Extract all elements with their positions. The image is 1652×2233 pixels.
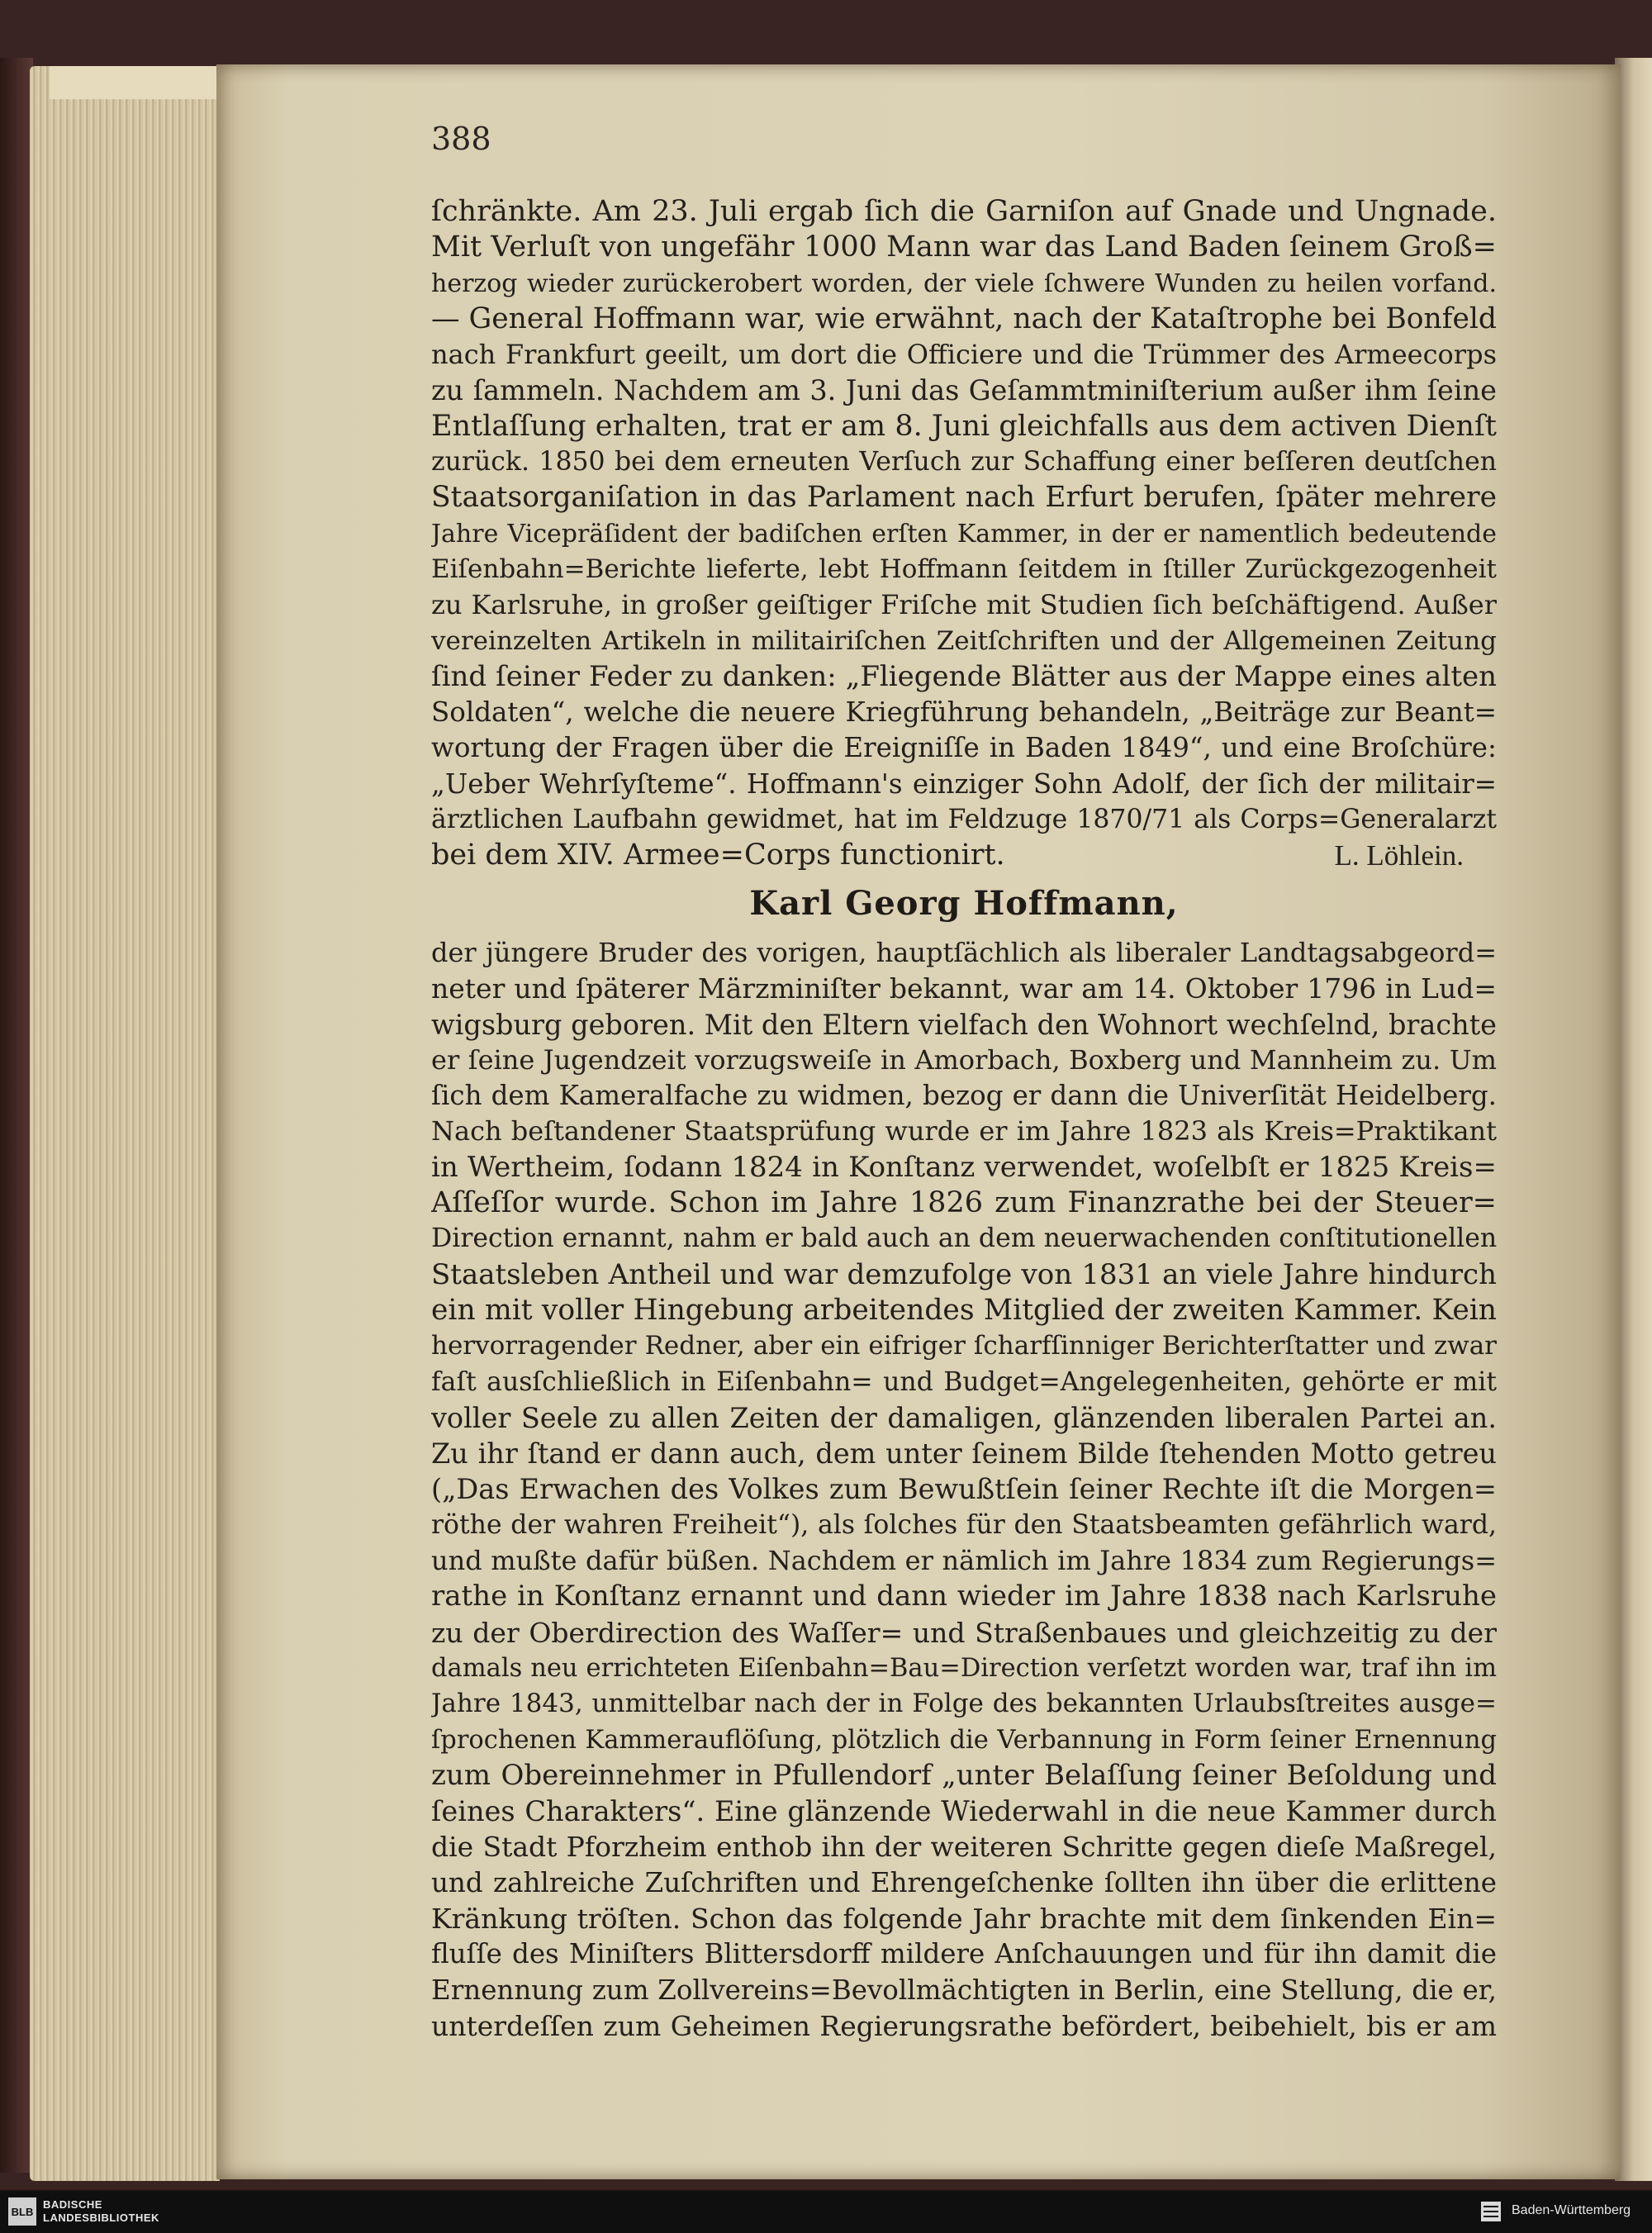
text-line: Staatsorganiſation in das Parlament nach Erfurt berufen, ſpäter mehrere (431, 481, 1497, 515)
text-line: faſt ausſchließlich in Eiſenbahn= und Budget=Angelegenheiten, gehörte er mit (431, 1366, 1497, 1397)
author-signature: L. Löhlein. (1334, 839, 1464, 872)
library-name-line2: LANDESBIBLIOTHEK (43, 2212, 159, 2224)
library-name (43, 2198, 159, 2225)
text-line: der jüngere Bruder des vorigen, hauptſächlich als liberaler Landtagsabgeord= (431, 937, 1497, 968)
text-line: ſprochenen Kammerauflöſung, plötzlich die Verbannung in Form ſeiner Ernennung (431, 1725, 1497, 1755)
text-line: Jahre 1843, unmittelbar nach der in Folge des bekannten Urlaubsſtreites ausge= (431, 1689, 1497, 1719)
text-line: und zahlreiche Zuſchriften und Ehrengeſchenke ſollten ihn über die erlittene (431, 1866, 1497, 1898)
text-line: vereinzelten Artikeln in militairiſchen Zeitſchriften und der Allgemeinen Zeitung (431, 625, 1497, 656)
text-line: ſind ſeiner Feder zu danken: „Fliegende Blätter aus der Mappe eines alten (431, 659, 1497, 693)
text-line: Eiſenbahn=Berichte lieferte, lebt Hoffmann ſeitdem in ſtiller Zurückgezogenheit (431, 553, 1497, 584)
footer-bar (0, 2191, 1652, 2233)
text-line: unterdeſſen zum Geheimen Regierungsrathe befördert, beibehielt, bis er am (431, 2009, 1497, 2042)
text-line: ſchränkte. Am 23. Juli ergab ſich die Garniſon auf Gnade und Ungnade. (431, 195, 1497, 228)
text-line: Zu ihr ſtand er dann auch, dem unter ſeinem Bilde ſtehenden Motto getreu (431, 1437, 1497, 1470)
text-line: die Stadt Pforzheim enthob ihn der weiteren Schritte gegen dieſe Maßregel, (431, 1831, 1497, 1864)
text-line: rathe in Konſtanz ernannt und dann wieder im Jahre 1838 nach Karlsruhe (431, 1580, 1497, 1613)
text-line: Aſſeſſor wurde. Schon im Jahre 1826 zum Finanzrathe bei der Steuer= (431, 1186, 1497, 1220)
text-line: „Ueber Wehrſyſteme“. Hoffmann's einziger Sohn Adolf, der ſich der militair= (431, 767, 1497, 800)
library-name-line1: BADISCHE (43, 2198, 102, 2211)
section-heading: Karl Georg Hoffmann, (749, 884, 1179, 923)
paragraph-top (431, 194, 1497, 874)
blb-logo-icon: BLB (8, 2197, 36, 2226)
text-line: Entlaſſung erhalten, trat er am 8. Juni gleichfalls aus dem activen Dienſt (431, 409, 1497, 443)
signature-line (431, 838, 1497, 873)
text-line: röthe der wahren Freiheit“), als ſolches für den Staatsbeamten gefährlich ward, (431, 1509, 1497, 1540)
text-line: Jahre Vicepräſident der badiſchen erſten Kammer, in der er namentlich bedeutende (431, 519, 1497, 549)
text-line: zu Karlsruhe, in großer geiſtiger Friſche mit Studien ſich beſchäftigend. Außer (431, 589, 1497, 621)
text-line: Nach beſtandener Staatsprüfung wurde er im Jahre 1823 als Kreis=Praktikant (431, 1115, 1497, 1147)
text-line: zurück. 1850 bei dem erneuten Verſuch zur Schaffung einer beſſeren deutſchen (431, 447, 1497, 477)
text-line: Mit Verluſt von ungefähr 1000 Mann war das Land Baden ſeinem Groß= (431, 230, 1497, 264)
text-line: ſich dem Kameralfache zu widmen, bezog er dann die Univerſität Heidelberg. (431, 1080, 1497, 1112)
page-stack-edges (30, 66, 220, 2181)
text-line: Staatsleben Antheil und war demzufolge von 1831 an viele Jahre hindurch (431, 1257, 1497, 1291)
text-line: hervorragender Redner, aber ein eifriger ſcharfſinniger Berichterſtatter und zwar (431, 1331, 1497, 1361)
text-line: er ſeine Jugendzeit vorzugsweiſe in Amorbach, Boxberg und Mannheim zu. Um (431, 1043, 1497, 1076)
text-line: Direction ernannt, nahm er bald auch an dem neuerwachenden conſtitutionellen (431, 1223, 1497, 1254)
text-line: damals neu errichteten Eiſenbahn=Bau=Direction verſetzt worden war, traf ihn im (431, 1653, 1497, 1683)
paragraph-bottom (431, 935, 1497, 2044)
text-line: fluſſe des Miniſters Blittersdorff mildere Anſchauungen und für ihn damit die (431, 1938, 1497, 1970)
text-line: ein mit voller Hingebung arbeitendes Mitglied der zweiten Kammer. Kein (431, 1293, 1497, 1327)
text-line: Kränkung tröſten. Schon das folgende Jahr brachte mit dem ſinkenden Ein= (431, 1903, 1497, 1936)
text-line: zu ſammeln. Nachdem am 3. Juni das Geſammtminiſterium außer ihm ſeine (431, 374, 1497, 407)
state-name: Baden-Württemberg (1512, 2203, 1631, 2217)
text-line: nach Frankfurt geeilt, um dort die Officiere und die Trümmer des Armeecorps (431, 339, 1497, 371)
text-line: („Das Erwachen des Volkes zum Bewußtſein ſeiner Rechte iſt die Morgen= (431, 1473, 1497, 1506)
text-line: wigsburg geboren. Mit den Eltern vielfach den Wohnort wechſelnd, brachte (431, 1008, 1497, 1041)
text-line: neter und ſpäterer Märzminiſter bekannt, war am 14. Oktober 1796 in Lud= (431, 972, 1497, 1005)
text-line: in Wertheim, ſodann 1824 in Konſtanz verwendet, woſelbſt er 1825 Kreis= (431, 1150, 1497, 1184)
text-line: wortung der Fragen über die Ereigniſſe in Baden 1849“, und eine Broſchüre: (431, 732, 1497, 764)
page-number: 388 (431, 121, 491, 157)
text-line: zu der Oberdirection des Waſſer= und Straßenbaues und gleichzeitig zu der (431, 1616, 1497, 1649)
text-line: — General Hoffmann war, wie erwähnt, nach der Kataſtrophe bei Bonfeld (431, 302, 1497, 335)
text-line: und mußte dafür büßen. Nachdem er nämlich im Jahre 1834 zum Regierungs= (431, 1545, 1497, 1577)
state-crest-icon (1479, 2199, 1503, 2224)
text-line: voller Seele zu allen Zeiten der damaligen, glänzenden liberalen Partei an. (431, 1401, 1497, 1434)
text-line: ſeines Charakters“. Eine glänzende Wiederwahl in die neue Kammer durch (431, 1795, 1497, 1828)
text-line: herzog wieder zurückerobert worden, der viele ſchwere Wunden zu heilen vorfand. (431, 268, 1497, 298)
text-line: zum Obereinnehmer in Pfullendorf „unter Belaſſung ſeiner Beſoldung und (431, 1758, 1497, 1792)
signature-line-text: bei dem XIV. Armee=Corps functionirt. (431, 839, 1005, 872)
text-line: Soldaten“, welche die neuere Kriegführung behandeln, „Beiträge zur Beant= (431, 696, 1497, 729)
text-line: ärztlichen Laufbahn gewidmet, hat im Feldzuge 1870/71 als Corps=Generalarzt (431, 805, 1497, 835)
book-cover-edge (0, 58, 33, 2173)
text-line: Ernennung zum Zollvereins=Bevollmächtigten in Berlin, eine Stellung, die er, (431, 1974, 1497, 2006)
